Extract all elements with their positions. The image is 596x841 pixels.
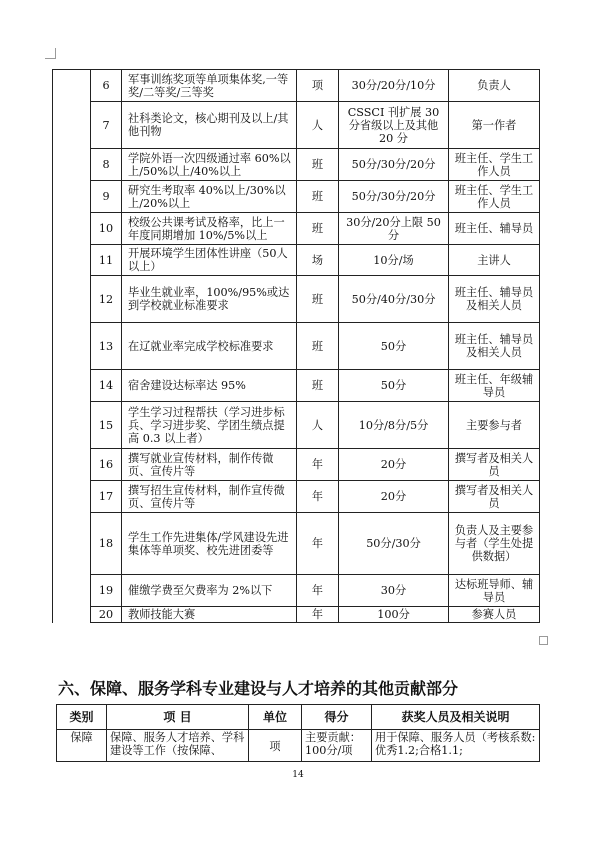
item-cell: 研究生考取率 40%以上/30%以上/20%以上 [122, 181, 297, 213]
score-cell: 30分/20分上限 50分 [339, 213, 449, 245]
recipient-cell: 撰写者及相关人员 [449, 449, 540, 481]
award-score-table [52, 69, 540, 623]
row-number: 6 [91, 70, 122, 102]
score-cell: 50分/30分/20分 [339, 149, 449, 181]
item-cell: 撰写招生宣传材料，制作宣传微页、宣传片等 [122, 481, 297, 513]
table-row [53, 181, 540, 213]
unit-cell: 班 [297, 181, 339, 213]
row-number: 12 [91, 276, 122, 323]
row-number: 11 [91, 245, 122, 276]
item-cell: 军事训练奖项等单项集体奖,一等奖/二等奖/三等奖 [122, 70, 297, 102]
unit-cell: 人 [297, 102, 339, 149]
table-header-row [57, 705, 540, 730]
score-cell: 50分 [339, 370, 449, 402]
row-number: 16 [91, 449, 122, 481]
table-row [53, 370, 540, 402]
item-cell: 保障、服务人才培养、学科建设等工作（按保障、 [107, 730, 249, 762]
score-cell: 100分 [339, 607, 449, 623]
recipient-cell: 负责人 [449, 70, 540, 102]
recipient-cell: 第一作者 [449, 102, 540, 149]
item-cell: 学生工作先进集体/学风建设先进集体等单项奖、校先进团委等 [122, 513, 297, 575]
row-number: 19 [91, 575, 122, 607]
item-cell: 开展环境学生团体性讲座（50人以上） [122, 245, 297, 276]
recipient-cell: 主要参与者 [449, 402, 540, 449]
item-cell: 教师技能大赛 [122, 607, 297, 623]
score-cell: 10分/场 [339, 245, 449, 276]
section-heading: 六、保障、服务学科专业建设与人才培养的其他贡献部分 [58, 679, 459, 698]
score-cell: 50分/30分/20分 [339, 181, 449, 213]
row-number: 10 [91, 213, 122, 245]
recipient-cell: 达标班导师、辅导员 [449, 575, 540, 607]
recipient-cell: 班主任、年级辅导员 [449, 370, 540, 402]
recipient-cell: 负责人及主要参与者（学生处提供数据） [449, 513, 540, 575]
score-cell: 10分/8分/5分 [339, 402, 449, 449]
row-number: 17 [91, 481, 122, 513]
category-cell [53, 70, 91, 623]
unit-cell: 年 [297, 575, 339, 607]
row-number: 13 [91, 323, 122, 370]
row-number: 8 [91, 149, 122, 181]
score-cell: 50分 [339, 323, 449, 370]
row-number: 9 [91, 181, 122, 213]
table-row [53, 70, 540, 102]
unit-cell: 班 [297, 213, 339, 245]
unit-cell: 年 [297, 513, 339, 575]
item-cell: 撰写就业宣传材料，制作传微页、宣传片等 [122, 449, 297, 481]
recipient-cell: 撰写者及相关人员 [449, 481, 540, 513]
item-cell: 社科类论文，核心期刊及以上/其他刊物 [122, 102, 297, 149]
row-number: 18 [91, 513, 122, 575]
item-cell: 校级公共课考试及格率，比上一年度同期增加 10%/5%以上 [122, 213, 297, 245]
unit-cell: 年 [297, 607, 339, 623]
unit-cell: 人 [297, 402, 339, 449]
table-row [53, 607, 540, 623]
other-contribution-table [56, 704, 540, 762]
row-number: 14 [91, 370, 122, 402]
table-row [53, 102, 540, 149]
table-row [53, 213, 540, 245]
score-cell: 20分 [339, 481, 449, 513]
table-row [53, 276, 540, 323]
category-cell: 保障 [57, 730, 107, 762]
page-number: 14 [292, 770, 304, 780]
unit-cell: 项 [297, 70, 339, 102]
score-cell: 20分 [339, 449, 449, 481]
row-number: 7 [91, 102, 122, 149]
score-cell: 50分/30分 [339, 513, 449, 575]
table-row [53, 513, 540, 575]
unit-cell: 班 [297, 149, 339, 181]
item-cell: 学生学习过程帮扶（学习进步标兵、学习进步奖、学团生绩点提高 0.3 以上者） [122, 402, 297, 449]
unit-cell: 年 [297, 481, 339, 513]
table-row [53, 323, 540, 370]
unit-cell: 项 [249, 730, 302, 762]
unit-cell: 班 [297, 323, 339, 370]
item-cell: 催缴学费至欠费率为 2%以下 [122, 575, 297, 607]
recipient-cell: 班主任、辅导员及相关人员 [449, 323, 540, 370]
recipient-cell: 班主任、辅导员 [449, 213, 540, 245]
item-cell: 在辽就业率完成学校标准要求 [122, 323, 297, 370]
unit-cell: 场 [297, 245, 339, 276]
table-row [53, 245, 540, 276]
unit-cell: 年 [297, 449, 339, 481]
recipient-cell: 班主任、辅导员及相关人员 [449, 276, 540, 323]
unit-cell: 班 [297, 370, 339, 402]
header-category: 类别 [57, 705, 107, 730]
recipient-cell: 班主任、学生工作人员 [449, 149, 540, 181]
recipient-cell: 班主任、学生工作人员 [449, 181, 540, 213]
item-cell: 宿舍建设达标率达 95% [122, 370, 297, 402]
crop-mark-bottom-right [539, 636, 548, 645]
table-row [53, 449, 540, 481]
table-row [53, 575, 540, 607]
score-cell: 主要贡献：100分/项 [302, 730, 372, 762]
item-cell: 毕业生就业率，100%/95%或达到学校就业标准要求 [122, 276, 297, 323]
row-number: 15 [91, 402, 122, 449]
recipient-cell: 用于保障、服务人员（考核系数:优秀1.2;合格1.1; [372, 730, 540, 762]
header-recipients: 获奖人员及相关说明 [372, 705, 540, 730]
score-cell: 50分/40分/30分 [339, 276, 449, 323]
score-cell: CSSCI 刊扩展 30 分省级以上及其他 20 分 [339, 102, 449, 149]
unit-cell: 班 [297, 276, 339, 323]
header-item: 项 目 [107, 705, 249, 730]
recipient-cell: 主讲人 [449, 245, 540, 276]
item-cell: 学院外语一次四级通过率 60%以上/50%以上/40%以上 [122, 149, 297, 181]
header-score: 得分 [302, 705, 372, 730]
table-row [53, 481, 540, 513]
header-unit: 单位 [249, 705, 302, 730]
recipient-cell: 参赛人员 [449, 607, 540, 623]
table-row [57, 730, 540, 762]
crop-mark-top-left [45, 48, 56, 59]
table-row [53, 402, 540, 449]
score-cell: 30分/20分/10分 [339, 70, 449, 102]
table-row [53, 149, 540, 181]
score-cell: 30分 [339, 575, 449, 607]
row-number: 20 [91, 607, 122, 623]
